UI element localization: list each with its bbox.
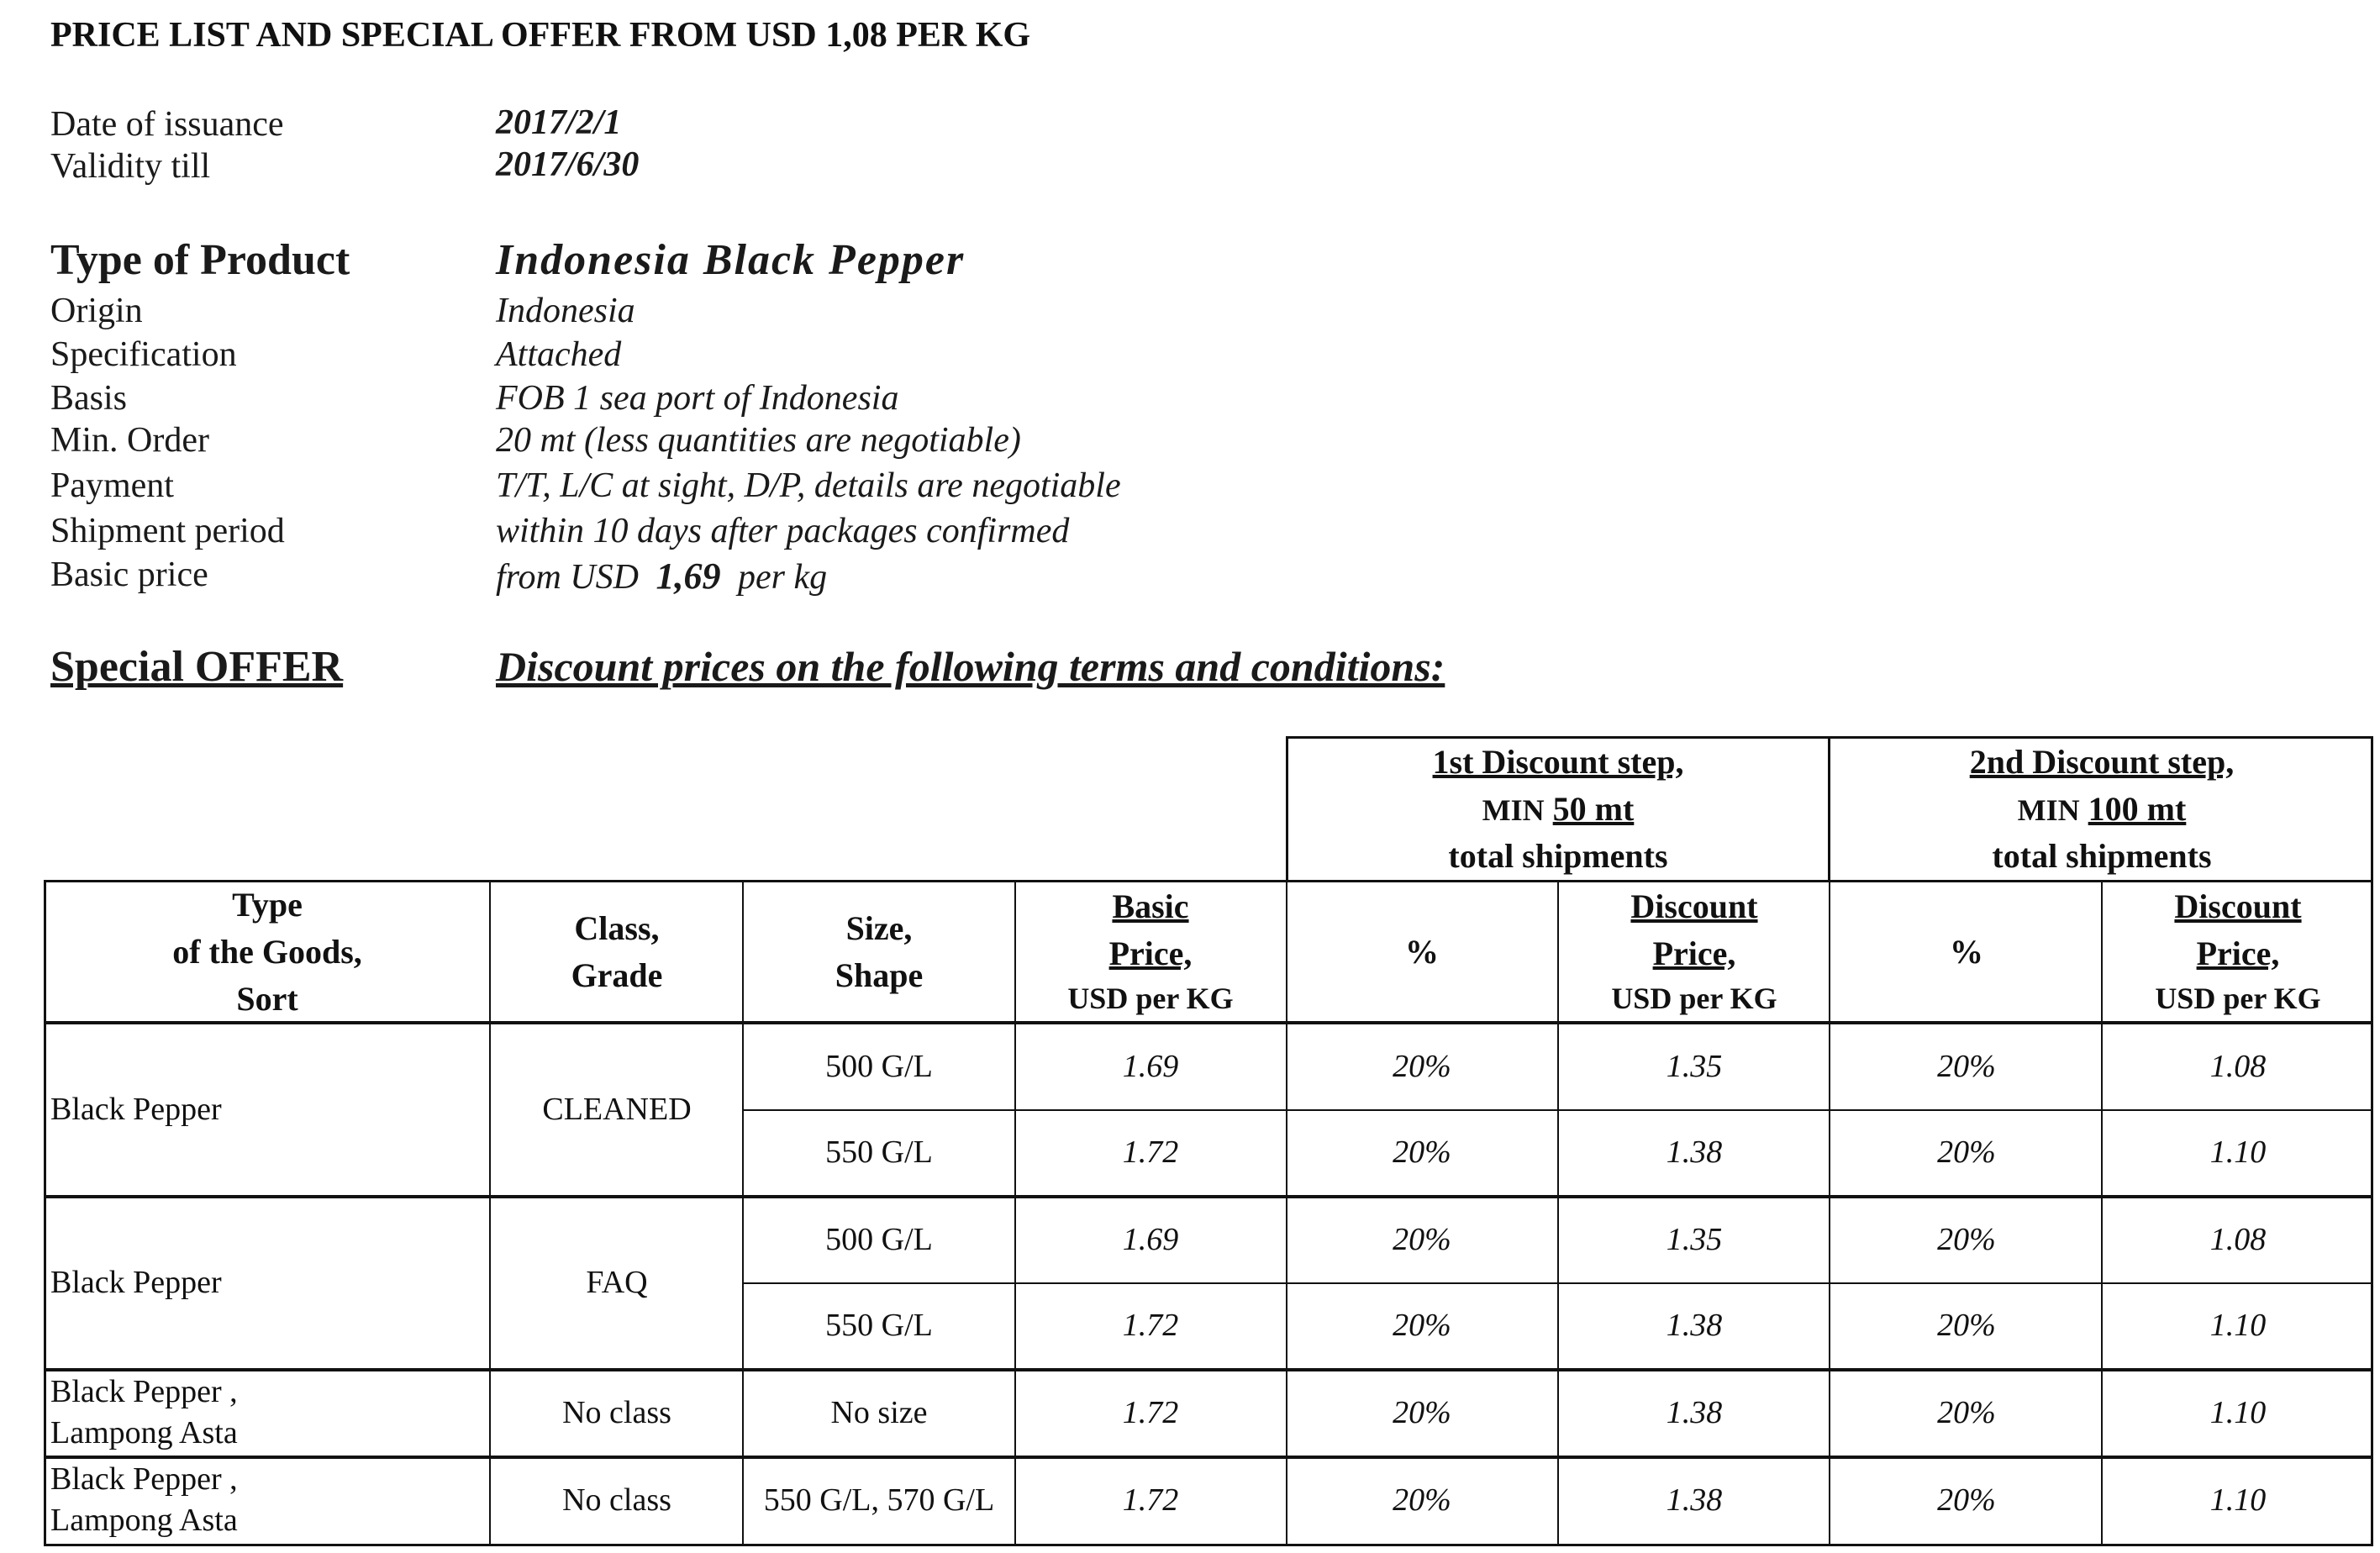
g4r1-basic: 1.72 [1122, 1482, 1179, 1519]
g2r1-size: 500 G/L [825, 1222, 933, 1258]
payment-value: T/T, L/C at sight, D/P, details are negotiable [496, 466, 1121, 505]
g3r1-size: No size [830, 1395, 928, 1431]
document-title: PRICE LIST AND SPECIAL OFFER FROM USD 1,08 PER KG [50, 16, 1031, 55]
header-disc1-l2: Price, [1652, 934, 1736, 973]
issuance-label: Date of issuance [50, 105, 284, 144]
shipment-period-label: Shipment period [50, 512, 285, 550]
product-value: Indonesia Black Pepper [496, 236, 966, 284]
basic-price-label: Basic price [50, 555, 208, 594]
validity-label: Validity till [50, 147, 211, 186]
step1-title: 1st Discount step, [1432, 743, 1684, 781]
step2-line3: total shipments [1992, 837, 2212, 875]
g2r1-disc2: 1.08 [2209, 1222, 2267, 1258]
g2r1-disc1: 1.35 [1666, 1222, 1723, 1258]
group-3-type-l1: Black Pepper , [50, 1374, 238, 1409]
header-class-l1: Class, [574, 908, 660, 947]
discount-step-2-header [1830, 736, 2373, 882]
special-offer-label: Special OFFER [50, 643, 344, 691]
g3r1-disc2: 1.10 [2209, 1395, 2267, 1431]
g1r1-basic: 1.69 [1122, 1048, 1179, 1084]
g1r2-disc2: 1.10 [2209, 1134, 2267, 1171]
g2r1-pct2: 20% [1937, 1222, 1996, 1258]
g3r1-pct2: 20% [1937, 1395, 1996, 1431]
basis-value: FOB 1 sea port of Indonesia [496, 379, 899, 418]
shipment-period-value: within 10 days after packages confirmed [496, 512, 1070, 550]
g1r2-disc1: 1.38 [1666, 1134, 1723, 1171]
g3r1-disc1: 1.38 [1666, 1395, 1723, 1431]
group-3-type [50, 1371, 487, 1456]
header-size-l2: Shape [835, 955, 924, 994]
step2-min-prefix: MIN [2017, 793, 2080, 827]
g2r2-size: 550 G/L [825, 1308, 933, 1344]
basic-price-prefix: from USD [496, 558, 639, 597]
step1-min [1482, 786, 1635, 833]
issuance-value: 2017/2/1 [496, 103, 622, 142]
g1r2-basic: 1.72 [1122, 1134, 1179, 1171]
g4r1-pct1: 20% [1393, 1482, 1451, 1519]
header-disc2-l3: USD per KG [2155, 982, 2321, 1016]
specification-value: Attached [496, 335, 622, 374]
group-4-type-l1: Black Pepper , [50, 1461, 238, 1497]
specification-label: Specification [50, 335, 237, 374]
min-order-label: Min. Order [50, 421, 209, 460]
g4r1-size: 550 G/L, 570 G/L [763, 1482, 995, 1519]
header-type [44, 882, 491, 1021]
g2r1-pct1: 20% [1393, 1222, 1451, 1258]
group-2-type: Black Pepper [50, 1265, 222, 1301]
basic-price-suffix: per kg [737, 558, 828, 597]
header-type-l1: Type [232, 885, 303, 924]
step2-min-value: 100 mt [2088, 790, 2187, 828]
g2r2-disc1: 1.38 [1666, 1308, 1723, 1344]
discount-step-1-header [1286, 736, 1830, 882]
origin-value: Indonesia [496, 292, 635, 330]
origin-label: Origin [50, 292, 143, 330]
group-3-class: No class [562, 1395, 671, 1431]
g1r1-disc1: 1.35 [1666, 1048, 1723, 1084]
step2-min [2018, 786, 2187, 833]
g1r1-size: 500 G/L [825, 1048, 933, 1084]
group-2-class: FAQ [586, 1265, 648, 1301]
header-size-l1: Size, [845, 908, 913, 947]
group-1-type: Black Pepper [50, 1091, 222, 1127]
group-4-class: No class [562, 1482, 671, 1519]
g3r1-basic: 1.72 [1122, 1395, 1179, 1431]
g2r2-pct2: 20% [1937, 1308, 1996, 1344]
min-order-value: 20 mt (less quantities are negotiable) [496, 421, 1021, 460]
group-4-type [50, 1459, 487, 1543]
step1-line3: total shipments [1448, 837, 1668, 875]
header-disc2-l2: Price, [2196, 934, 2280, 973]
g3r1-pct1: 20% [1393, 1395, 1451, 1431]
header-class-l2: Grade [571, 955, 663, 994]
g1r1-pct1: 20% [1393, 1048, 1451, 1084]
step2-title: 2nd Discount step, [1969, 743, 2235, 781]
special-offer-text: Discount prices on the following terms and conditions: [496, 643, 1445, 690]
header-discount-price-1 [1558, 882, 1830, 1021]
group-4-type-l2: Lampong Asta [50, 1503, 238, 1539]
g2r2-basic: 1.72 [1122, 1308, 1179, 1344]
basic-price-amount: 1,69 [656, 555, 721, 597]
header-pct-2: % [1950, 932, 1983, 971]
g1r2-size: 550 G/L [825, 1134, 933, 1171]
header-disc1-l1: Discount [1630, 887, 1758, 926]
g1r1-pct2: 20% [1937, 1048, 1996, 1084]
g2r2-pct1: 20% [1393, 1308, 1451, 1344]
header-basic-l2: Price, [1108, 934, 1193, 973]
step1-min-value: 50 mt [1552, 790, 1635, 828]
header-basic-price [1015, 882, 1286, 1021]
header-basic-l1: Basic [1112, 887, 1189, 926]
header-size [743, 882, 1015, 1021]
product-label: Type of Product [50, 236, 350, 284]
basis-label: Basis [50, 379, 128, 418]
payment-label: Payment [50, 466, 174, 505]
header-type-l2: of the Goods, [172, 932, 362, 971]
basic-price-value [496, 555, 827, 598]
header-pct-1: % [1405, 932, 1439, 971]
header-class [491, 882, 743, 1021]
g4r1-pct2: 20% [1937, 1482, 1996, 1519]
g1r2-pct2: 20% [1937, 1134, 1996, 1171]
group-1-class: CLEANED [542, 1091, 692, 1127]
g1r2-pct1: 20% [1393, 1134, 1451, 1171]
header-disc2-l1: Discount [2174, 887, 2302, 926]
g2r1-basic: 1.69 [1122, 1222, 1179, 1258]
validity-value: 2017/6/30 [496, 145, 640, 184]
group-3-type-l2: Lampong Asta [50, 1415, 238, 1451]
header-disc1-l3: USD per KG [1611, 982, 1777, 1016]
header-discount-price-2 [2103, 882, 2373, 1021]
g4r1-disc2: 1.10 [2209, 1482, 2267, 1519]
header-basic-l3: USD per KG [1067, 982, 1234, 1016]
g1r1-disc2: 1.08 [2209, 1048, 2267, 1084]
g2r2-disc2: 1.10 [2209, 1308, 2267, 1344]
step1-min-prefix: MIN [1482, 793, 1545, 827]
header-type-l3: Sort [236, 979, 298, 1018]
g4r1-disc1: 1.38 [1666, 1482, 1723, 1519]
